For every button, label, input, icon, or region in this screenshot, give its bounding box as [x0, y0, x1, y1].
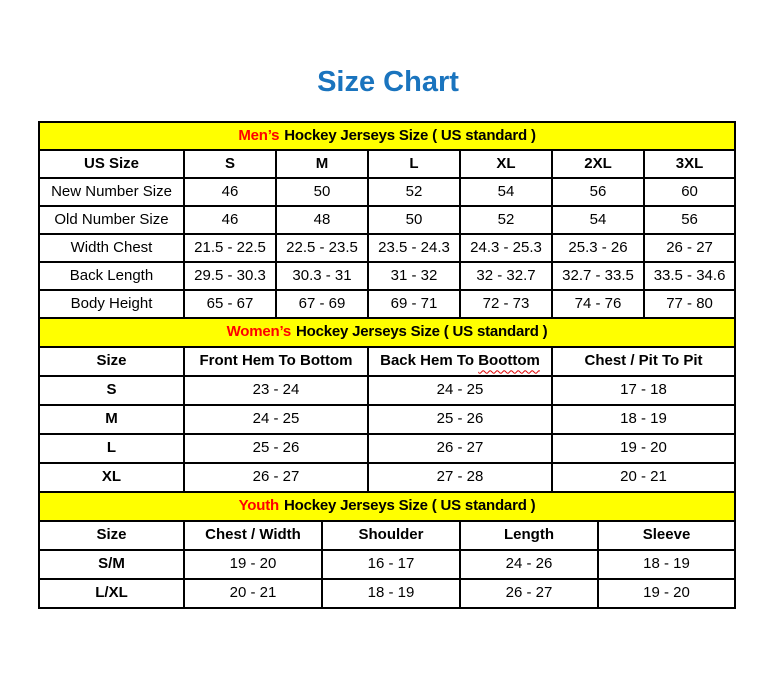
- row-label: New Number Size: [39, 178, 184, 206]
- column-header: Front Hem To Bottom: [184, 347, 368, 376]
- column-header-text: Back Hem To: [380, 352, 475, 370]
- size-cell: 54: [552, 206, 644, 234]
- size-cell: 54: [460, 178, 552, 206]
- column-header: Size: [39, 521, 184, 550]
- size-cell: 60: [644, 178, 735, 206]
- size-cell: 46: [184, 206, 276, 234]
- row-label: L: [39, 434, 184, 463]
- size-cell: 19 - 20: [184, 550, 322, 579]
- size-cell: 23 - 24: [184, 376, 368, 405]
- size-cell: 19 - 20: [598, 579, 735, 608]
- mens-accent-label: Men’s: [238, 126, 280, 144]
- size-cell: 20 - 21: [552, 463, 735, 492]
- size-cell: 22.5 - 23.5: [276, 234, 368, 262]
- youth-section-header: [39, 492, 735, 521]
- table-row: [39, 206, 735, 234]
- size-cell: 77 - 80: [644, 290, 735, 318]
- table-row: [39, 434, 735, 463]
- womens-size-table: [38, 317, 736, 493]
- youth-columns-row: [39, 521, 735, 550]
- youth-accent-label: Youth: [238, 497, 279, 515]
- column-header: L: [368, 150, 460, 178]
- column-header: [368, 347, 552, 376]
- womens-section-header-row: [39, 318, 735, 347]
- size-cell: 26 - 27: [644, 234, 735, 262]
- youth-section-header-row: [39, 492, 735, 521]
- page-title: Size Chart: [317, 66, 459, 98]
- size-cell: 33.5 - 34.6: [644, 262, 735, 290]
- size-cell: 26 - 27: [460, 579, 598, 608]
- column-header: Shoulder: [322, 521, 460, 550]
- womens-accent-label: Women’s: [226, 323, 292, 341]
- row-label: Back Length: [39, 262, 184, 290]
- table-row: [39, 579, 735, 608]
- size-cell: 50: [276, 178, 368, 206]
- row-label: Old Number Size: [39, 206, 184, 234]
- column-header: S: [184, 150, 276, 178]
- misspelled-word: Boottom: [478, 352, 540, 370]
- column-header: Chest / Pit To Pit: [552, 347, 735, 376]
- size-chart-tables: [38, 121, 734, 609]
- table-row: [39, 405, 735, 434]
- size-cell: 27 - 28: [368, 463, 552, 492]
- row-label: S/M: [39, 550, 184, 579]
- table-row: [39, 262, 735, 290]
- mens-band-label: Hockey Jerseys Size ( US standard ): [284, 126, 536, 144]
- table-row: [39, 234, 735, 262]
- size-cell: 32.7 - 33.5: [552, 262, 644, 290]
- column-header: 3XL: [644, 150, 735, 178]
- size-cell: 50: [368, 206, 460, 234]
- table-row: [39, 290, 735, 318]
- mens-section-header-row: [39, 122, 735, 150]
- size-cell: 56: [644, 206, 735, 234]
- size-cell: 48: [276, 206, 368, 234]
- size-cell: 32 - 32.7: [460, 262, 552, 290]
- size-cell: 25.3 - 26: [552, 234, 644, 262]
- table-row: [39, 463, 735, 492]
- row-label: XL: [39, 463, 184, 492]
- size-cell: 24 - 26: [460, 550, 598, 579]
- size-cell: 72 - 73: [460, 290, 552, 318]
- size-cell: 21.5 - 22.5: [184, 234, 276, 262]
- size-cell: 25 - 26: [368, 405, 552, 434]
- mens-section-header: [39, 122, 735, 150]
- size-cell: 18 - 19: [598, 550, 735, 579]
- row-label: M: [39, 405, 184, 434]
- size-cell: 74 - 76: [552, 290, 644, 318]
- column-header: XL: [460, 150, 552, 178]
- womens-section-header: [39, 318, 735, 347]
- mens-columns-row: [39, 150, 735, 178]
- size-cell: 24.3 - 25.3: [460, 234, 552, 262]
- column-header: Size: [39, 347, 184, 376]
- row-label: L/XL: [39, 579, 184, 608]
- table-row: [39, 376, 735, 405]
- column-header: US Size: [39, 150, 184, 178]
- column-header: M: [276, 150, 368, 178]
- size-cell: 46: [184, 178, 276, 206]
- size-cell: 29.5 - 30.3: [184, 262, 276, 290]
- size-cell: 67 - 69: [276, 290, 368, 318]
- size-cell: 17 - 18: [552, 376, 735, 405]
- youth-size-table: [38, 491, 736, 609]
- size-cell: 23.5 - 24.3: [368, 234, 460, 262]
- womens-columns-row: [39, 347, 735, 376]
- size-cell: 18 - 19: [322, 579, 460, 608]
- size-cell: 18 - 19: [552, 405, 735, 434]
- size-cell: 30.3 - 31: [276, 262, 368, 290]
- size-cell: 24 - 25: [368, 376, 552, 405]
- size-cell: 20 - 21: [184, 579, 322, 608]
- size-cell: 52: [368, 178, 460, 206]
- row-label: Body Height: [39, 290, 184, 318]
- size-cell: 52: [460, 206, 552, 234]
- mens-size-table: [38, 121, 736, 319]
- size-cell: 26 - 27: [184, 463, 368, 492]
- size-cell: 25 - 26: [184, 434, 368, 463]
- womens-band-label: Hockey Jerseys Size ( US standard ): [296, 323, 548, 341]
- youth-band-label: Hockey Jerseys Size ( US standard ): [283, 497, 536, 515]
- size-cell: 26 - 27: [368, 434, 552, 463]
- size-cell: 19 - 20: [552, 434, 735, 463]
- size-cell: 56: [552, 178, 644, 206]
- size-cell: 69 - 71: [368, 290, 460, 318]
- size-cell: 24 - 25: [184, 405, 368, 434]
- size-cell: 65 - 67: [184, 290, 276, 318]
- table-row: [39, 550, 735, 579]
- column-header: Sleeve: [598, 521, 735, 550]
- row-label: Width Chest: [39, 234, 184, 262]
- column-header: Length: [460, 521, 598, 550]
- size-cell: 16 - 17: [322, 550, 460, 579]
- column-header: 2XL: [552, 150, 644, 178]
- size-cell: 31 - 32: [368, 262, 460, 290]
- table-row: [39, 178, 735, 206]
- column-header: Chest / Width: [184, 521, 322, 550]
- row-label: S: [39, 376, 184, 405]
